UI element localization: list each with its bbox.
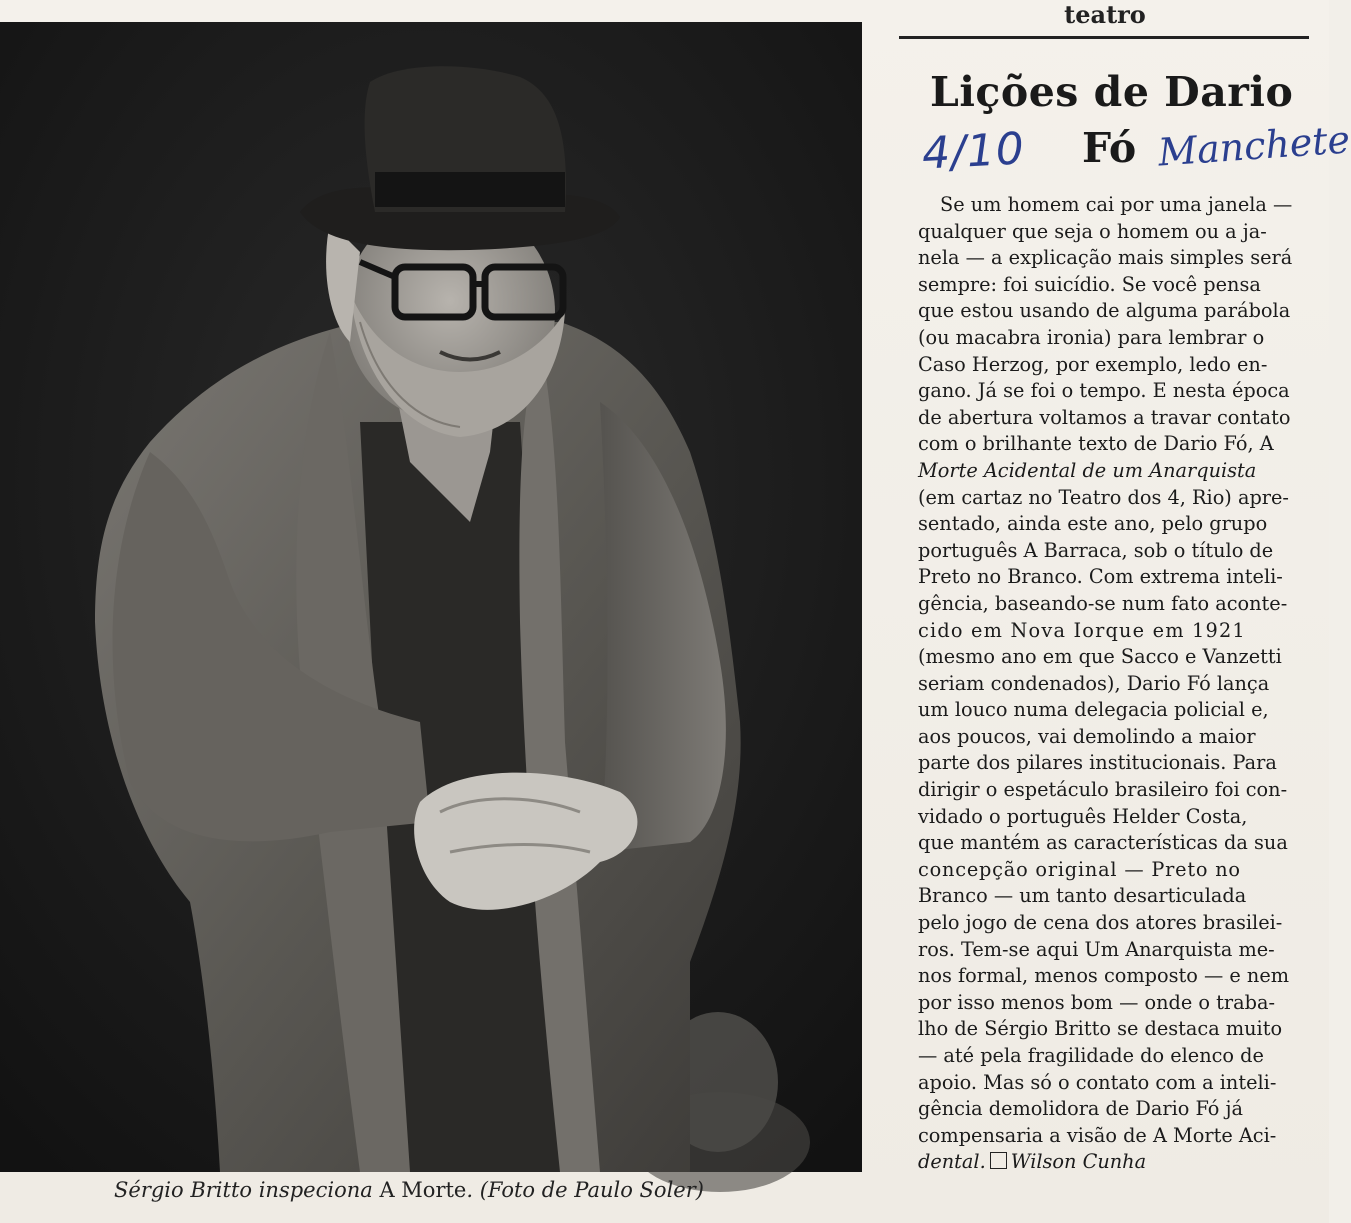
article-line: (ou macabra ironia) para lembrar o: [918, 325, 1265, 349]
man-in-hat-photo: [0, 22, 862, 1172]
article-line: ros. Tem-se aqui Um Anarquista me-: [918, 937, 1275, 961]
article-line: dirigir o espetáculo brasileiro foi con-: [918, 778, 1288, 802]
article-line: cido em Nova Iorque em 1921: [918, 618, 1246, 642]
article-line: sentado, ainda este ano, pelo grupo: [918, 512, 1268, 536]
article-line: compensaria a visão de A Morte Aci-: [918, 1123, 1277, 1147]
caption-part-2: A Morte: [379, 1178, 467, 1202]
article-line: (mesmo ano em que Sacco e Vanzetti: [918, 645, 1282, 669]
article-line: aos poucos, vai demolindo a maior: [918, 724, 1256, 748]
article-line: Morte Acidental de um Anarquista: [918, 458, 1257, 482]
article-line: dental.: [918, 1150, 986, 1174]
article-photo: [0, 22, 862, 1172]
article-line: português A Barraca, sob o título de: [918, 538, 1274, 562]
article-line: nos formal, menos composto — e nem: [918, 964, 1290, 988]
article-line: seriam condenados), Dario Fó lança: [918, 671, 1270, 695]
article-line: por isso menos bom — onde o traba-: [918, 990, 1275, 1014]
end-mark-box: [990, 1152, 1007, 1169]
author-byline: Wilson Cunha: [1010, 1150, 1147, 1174]
article-line: sempre: foi suicídio. Se você pensa: [918, 272, 1261, 296]
article-line: que estou usando de alguma parábola: [918, 299, 1291, 323]
article-line: lho de Sérgio Britto se destaca muito: [918, 1017, 1283, 1041]
article-line: que mantém as características da sua: [918, 831, 1288, 855]
section-label: teatro: [1064, 0, 1146, 29]
article-line: Caso Herzog, por exemplo, ledo en-: [918, 352, 1268, 376]
handwritten-publication: Manchete: [1156, 117, 1351, 175]
article-line: gano. Já se foi o tempo. E nesta época: [918, 379, 1290, 403]
caption-part-3: . (Foto de Paulo Soler): [466, 1178, 704, 1202]
article-line: apoio. Mas só o contato com a inteli-: [918, 1070, 1277, 1094]
article-line: (em cartaz no Teatro dos 4, Rio) apre-: [918, 485, 1289, 509]
article-line: nela — a explicação mais simples será: [918, 246, 1293, 270]
article-body: [918, 192, 1316, 1176]
article-line: Branco — um tanto desarticulada: [918, 884, 1247, 908]
article-last-line: [918, 1149, 1316, 1176]
article-line: gência demolidora de Dario Fó já: [918, 1097, 1244, 1121]
handwritten-date: 4/10: [920, 123, 1027, 180]
article-line: Preto no Branco. Com extrema inteli-: [918, 565, 1283, 589]
photo-caption: [114, 1178, 854, 1202]
caption-part-1: Sérgio Britto inspeciona: [114, 1178, 380, 1202]
article-line: pelo jogo de cena dos atores brasilei-: [918, 911, 1283, 935]
article-line: parte dos pilares institucionais. Para: [918, 751, 1277, 775]
article-line: qualquer que seja o homem ou a ja-: [918, 219, 1267, 243]
article-line: um louco numa delegacia policial e,: [918, 698, 1269, 722]
article-line: concepção original — Preto no: [918, 857, 1241, 881]
headline-line-2: Fó: [1082, 124, 1137, 172]
article-line: com o brilhante texto de Dario Fó, A: [918, 432, 1274, 456]
article-line: — até pela fragilidade do elenco de: [918, 1044, 1264, 1067]
article-line: vidado o português Helder Costa,: [918, 804, 1248, 828]
article-line: de abertura voltamos a travar contato: [918, 405, 1291, 429]
article-line: Se um homem cai por uma janela —: [940, 193, 1293, 216]
headline-line-1: Lições de Dario: [930, 68, 1294, 116]
article-line: gência, baseando-se num fato aconte-: [918, 591, 1288, 615]
section-divider: [899, 36, 1309, 39]
